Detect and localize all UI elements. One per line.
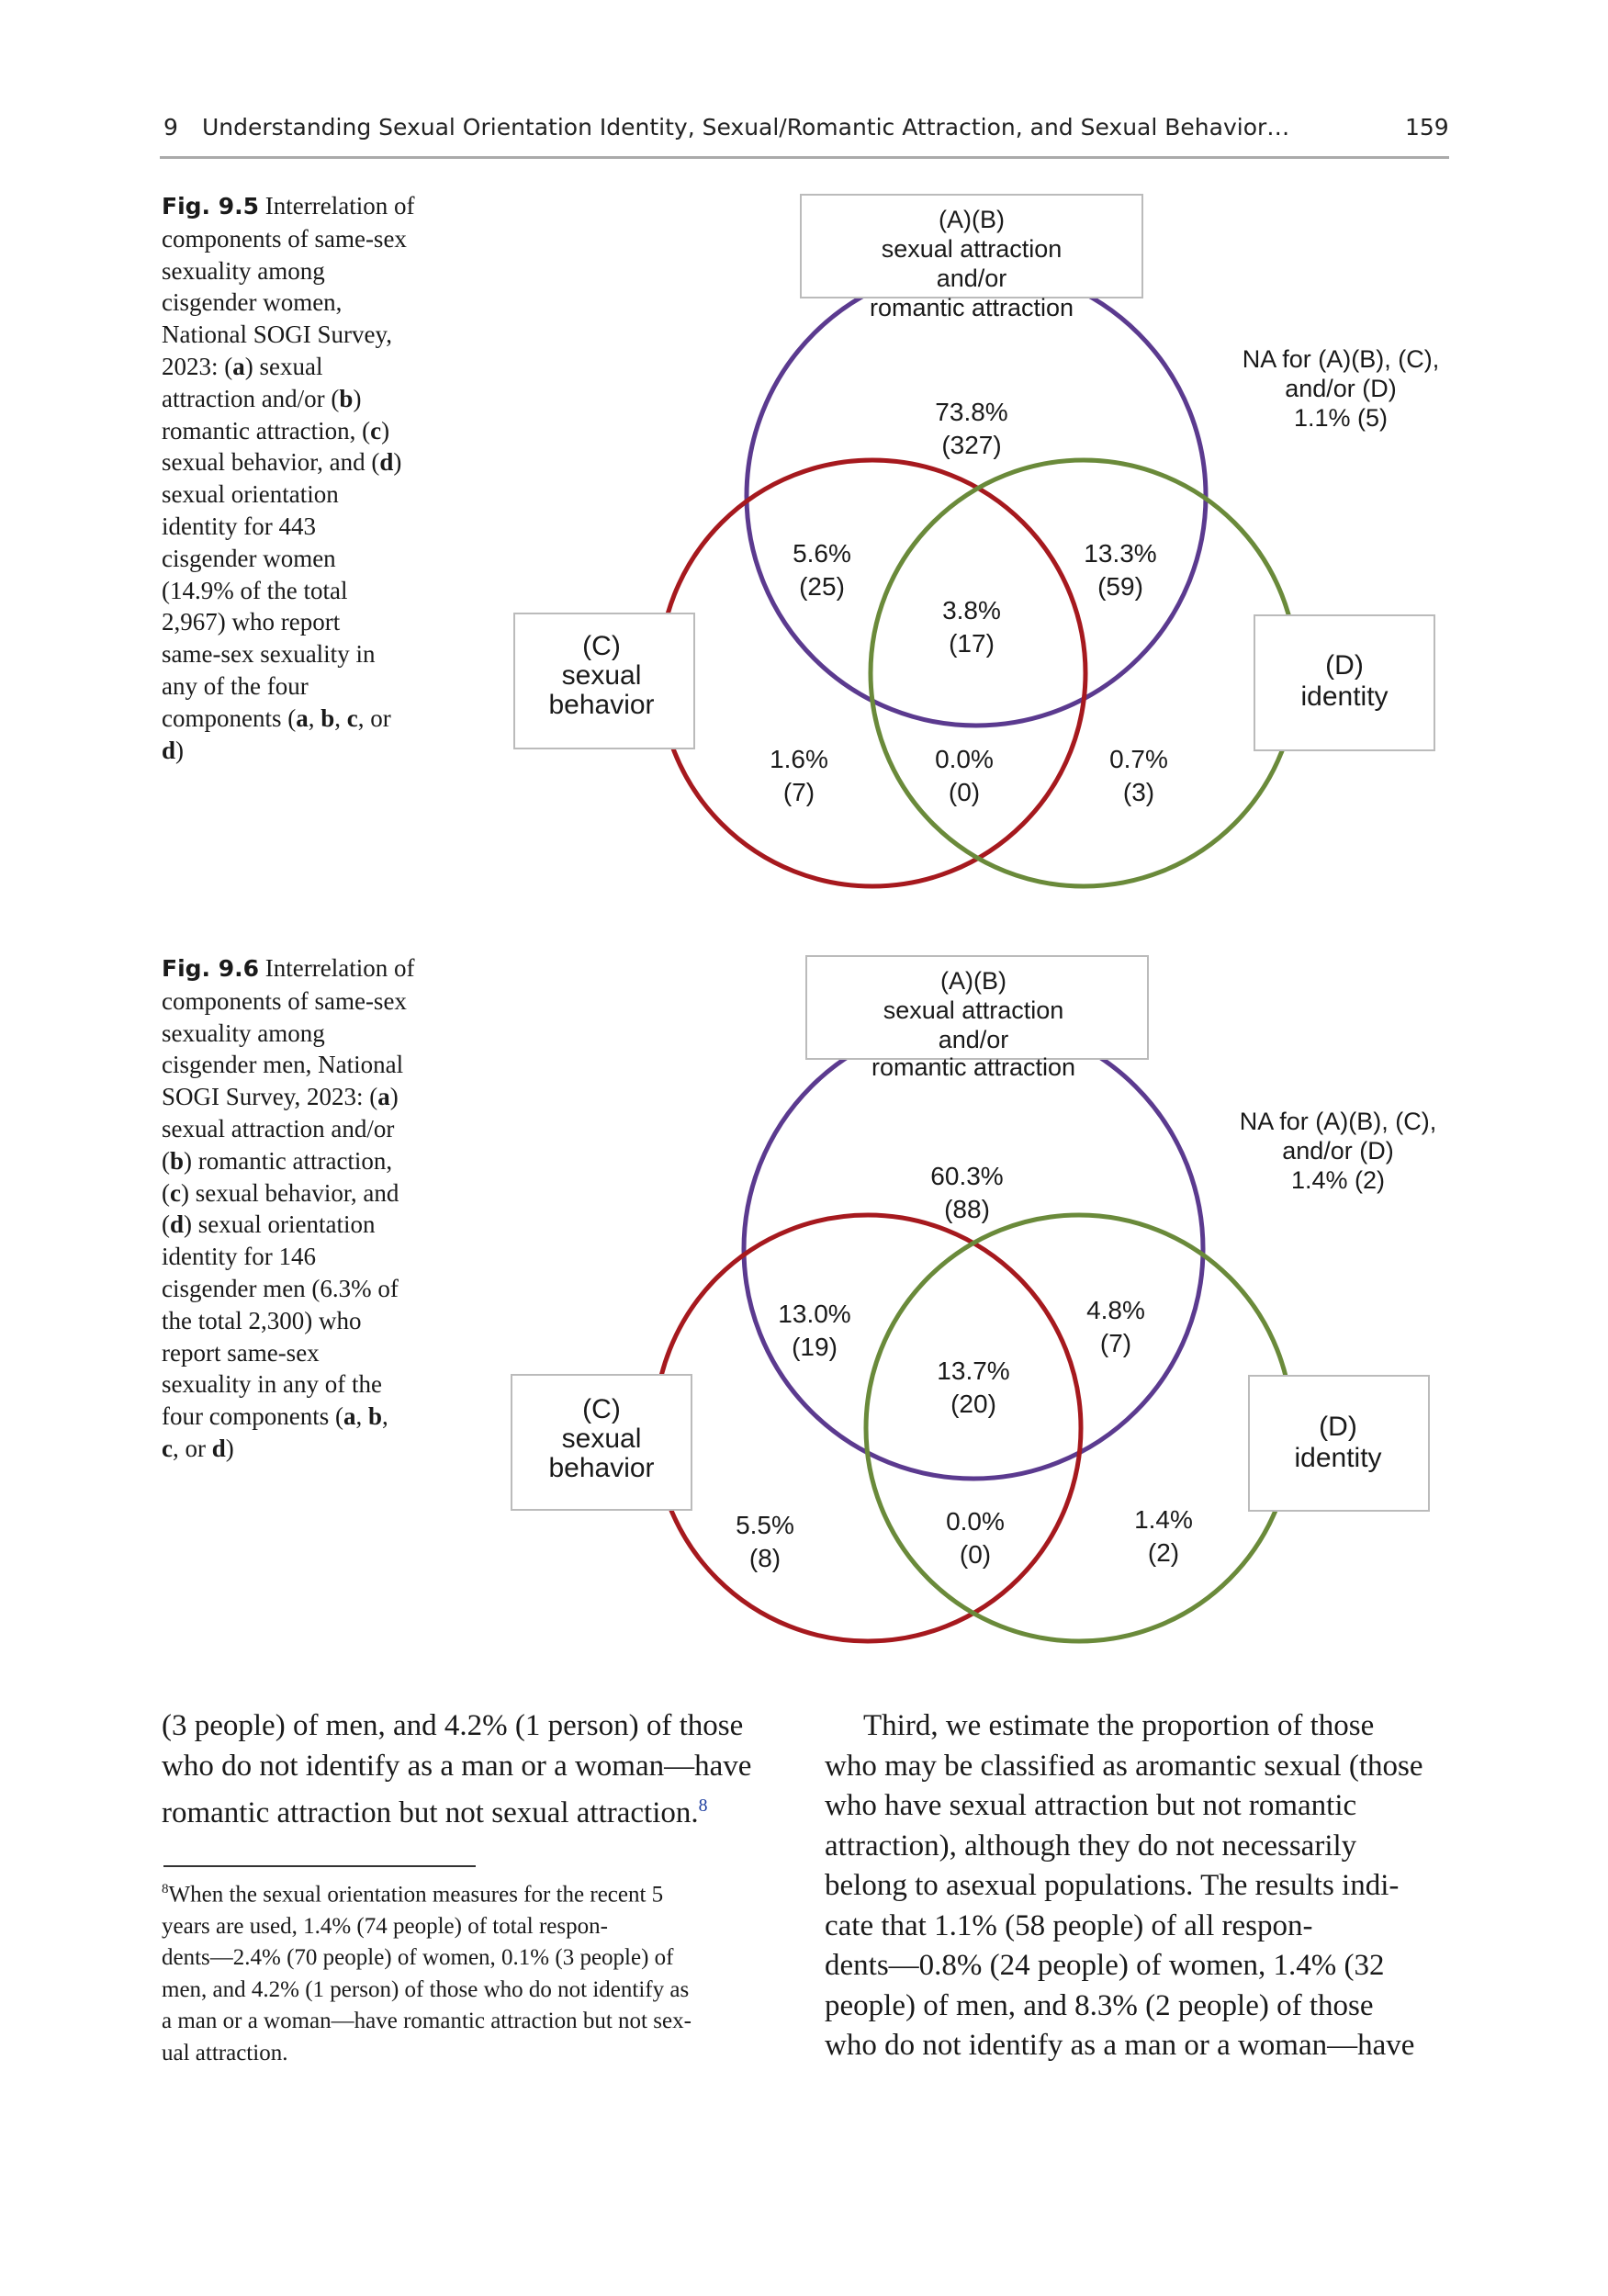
fig96-caption-line: sexual attraction and/or: [162, 1114, 395, 1142]
fig95-caption-line: same-sex sexuality in: [162, 640, 376, 669]
fig96-label: Fig. 9.6: [162, 955, 260, 982]
page-number: 159: [1405, 114, 1449, 141]
fig95-label-c-line: (C): [582, 631, 621, 661]
body-line: who do not identify as a man or a woman—have: [825, 2029, 1415, 2062]
body-line: dents—0.8% (24 people) of women, 1.4% (32: [825, 1949, 1385, 1982]
fig95-region-c-only-n: (7): [782, 778, 815, 806]
footnote-line: ual attraction.: [162, 2040, 288, 2065]
fig96-region-c-only-pct: 5.5%: [736, 1511, 794, 1539]
fig95-caption: [162, 190, 446, 766]
fig95-label-c-line: sexual: [561, 660, 642, 691]
fig95-caption-line: components (a, b, c, or: [162, 703, 391, 732]
fig96-caption-line: cisgender men (6.3% of: [162, 1274, 399, 1302]
fig95-caption-line: sexuality among: [162, 256, 325, 285]
fig95-region-d-only-n: (3): [1122, 778, 1155, 806]
body-line: who may be classified as aromantic sexual (those: [825, 1749, 1423, 1783]
body-line: cate that 1.1% (58 people) of all respon-: [825, 1908, 1313, 1942]
fig95-region-ab-c-n: (25): [799, 572, 845, 601]
fig96-caption-line: (b) romantic attraction,: [162, 1146, 393, 1175]
fig96-label-ab-line: romantic attraction: [871, 1053, 1076, 1081]
fig96-region-ab-d-pct: 4.8%: [1086, 1296, 1145, 1324]
fig96-region-c-d-n: (0): [959, 1540, 992, 1569]
fig96-label-c-line: sexual: [561, 1424, 642, 1454]
body-right-column: [825, 1706, 1449, 2066]
fig96-region-c-only-n: (8): [748, 1544, 782, 1572]
body-line: Third, we estimate the proportion of those: [863, 1709, 1375, 1742]
fig96-label-ab-line: sexual attraction: [883, 996, 1064, 1024]
fig95-caption-line: National SOGI Survey,: [162, 321, 392, 349]
fig96-caption: Fig. 9.6 Interrelation of components of same-sex sexuality among cisgender men, National SOGI Survey, 2023: (a) sexual attraction and/or (b) romantic attraction, (c) sexual behavior, and (d) sexual orientation identity for 146 cisgender men (6.3% of the total 2,300) who report same-sex sexuality in any of the four components (a, b, c, or d): [162, 952, 446, 1465]
fig95-caption-line: components of same-sex: [162, 224, 407, 253]
fig95-region-ab-only-n: (327): [941, 431, 1002, 459]
fig95-caption-line: identity for 443: [162, 512, 316, 540]
fig96-caption-line: report same-sex: [162, 1338, 320, 1367]
fig95-label-c-line: behavior: [548, 690, 655, 720]
fig96-label-d-line: identity: [1294, 1443, 1382, 1473]
body-left-column: [162, 1706, 786, 1834]
footnote-line: years are used, 1.4% (74 people) of total respon-: [162, 1913, 608, 1939]
fig96-region-ab-c-n: (19): [792, 1333, 838, 1361]
fig96-caption-line: sexuality among: [162, 1019, 325, 1047]
fig96-venn-diagram: [496, 946, 1469, 1671]
fig95-region-ab-c-pct: 5.6%: [793, 539, 851, 568]
fig95-caption-line: sexual behavior, and (d): [162, 448, 402, 477]
fig96-label-ab-line: (A)(B): [940, 967, 1006, 995]
body-line: belong to asexual populations. The results indi-: [825, 1869, 1400, 1902]
fig95-caption-line: (14.9% of the total: [162, 576, 348, 604]
fig96-region-ab-only-pct: 60.3%: [930, 1162, 1004, 1190]
fig96-caption-line: identity for 146: [162, 1243, 316, 1271]
fig95-caption-line: romantic attraction, (c): [162, 416, 390, 445]
fig96-na-label-line: NA for (A)(B), (C),: [1239, 1108, 1437, 1135]
fig95-caption-line: Interrelation of: [264, 192, 415, 219]
fig95-na-label-line: and/or (D): [1285, 375, 1397, 402]
fig95-caption-line: any of the four: [162, 671, 309, 700]
fig96-caption-line: four components (a, b,: [162, 1402, 388, 1431]
fig95-caption-line: cisgender women: [162, 544, 336, 572]
fig95-region-c-d-n: (0): [948, 778, 981, 806]
fig96-caption-line: (c) sexual behavior, and: [162, 1178, 399, 1207]
body-line: who have sexual attraction but not romantic: [825, 1789, 1357, 1822]
fig96-caption-line: components of same-sex: [162, 986, 407, 1015]
fig96-region-abcd-pct: 13.7%: [937, 1356, 1010, 1385]
footnote-line: men, and 4.2% (1 person) of those who do not identify as: [162, 1976, 690, 2002]
fig96-region-abcd-n: (20): [950, 1390, 996, 1418]
fig96-region-c-d-pct: 0.0%: [946, 1507, 1005, 1536]
fig96-caption-line: the total 2,300) who: [162, 1306, 362, 1334]
body-line: (3 people) of men, and 4.2% (1 person) of those: [162, 1709, 744, 1742]
running-head-title: Understanding Sexual Orientation Identity, Sexual/Romantic Attraction, and Sexual Behavior…: [202, 114, 1290, 141]
fig96-region-ab-c-pct: 13.0%: [778, 1300, 851, 1328]
footnote-ref[interactable]: 8: [698, 1795, 708, 1816]
fig95-caption-line: d): [162, 736, 185, 764]
fig96-caption-line: SOGI Survey, 2023: (a): [162, 1083, 399, 1111]
footnote-line: dents—2.4% (70 people) of women, 0.1% (3 people) of: [162, 1945, 674, 1971]
fig96-caption-line: sexuality in any of the: [162, 1370, 382, 1399]
fig95-caption-line: sexual orientation: [162, 480, 339, 509]
fig95-venn-diagram: [496, 184, 1469, 909]
body-line: romantic attraction but not sexual attraction.$^8$: [162, 1795, 708, 1829]
fig95-region-abcd-pct: 3.8%: [942, 596, 1001, 625]
fig95-region-ab-only-pct: 73.8%: [935, 398, 1008, 426]
chapter-number: 9: [163, 114, 178, 141]
fig95-label-ab-line: romantic attraction: [869, 294, 1074, 321]
body-line: who do not identify as a man or a woman—have: [162, 1749, 752, 1783]
header-rule: [160, 156, 1449, 159]
fig95-region-d-only-pct: 0.7%: [1109, 745, 1168, 773]
fig95-region-c-d-pct: 0.0%: [935, 745, 994, 773]
fig95-label-d-line: (D): [1325, 650, 1364, 681]
fig96-caption-line: (d) sexual orientation: [162, 1210, 376, 1239]
fig95-region-ab-d-pct: 13.3%: [1084, 539, 1157, 568]
footnote-line: $^8$When the sexual orientation measures for the recent 5: [162, 1882, 664, 1908]
fig95-caption-line: 2,967) who report: [162, 608, 341, 636]
fig96-na-label-line: and/or (D): [1282, 1137, 1394, 1165]
fig96-region-ab-only-n: (88): [944, 1195, 990, 1223]
fig96-caption-line: cisgender men, National: [162, 1051, 404, 1079]
fig95-region-ab-d-n: (59): [1097, 572, 1143, 601]
fig96-region-ab-d-n: (7): [1099, 1329, 1132, 1357]
fig95-label-ab-line: (A)(B): [939, 206, 1005, 233]
footnote-rule: [163, 1865, 476, 1867]
fig95-label: Fig. 9.5: [162, 193, 260, 219]
fig95-caption-line: 2023: (a) sexual: [162, 352, 323, 380]
fig95-label-d-line: identity: [1300, 681, 1389, 712]
fig96-caption-line: c, or d): [162, 1434, 234, 1462]
fig95-label-ab-line: sexual attraction: [881, 235, 1063, 263]
fig96-region-d-only-n: (2): [1147, 1538, 1180, 1567]
fig95-caption-line: attraction and/or (b): [162, 384, 362, 412]
fig96-label-ab-line: and/or: [938, 1026, 1009, 1053]
fig95-region-c-only-pct: 1.6%: [770, 745, 828, 773]
fig95-na-label-line: NA for (A)(B), (C),: [1242, 345, 1440, 373]
fig95-label-ab-line: and/or: [936, 264, 1007, 292]
fig95-na-label-line: 1.1% (5): [1293, 404, 1389, 432]
fig95-caption-line: cisgender women,: [162, 288, 343, 317]
body-line: attraction), although they do not necessarily: [825, 1829, 1357, 1863]
fig96-label-c-line: behavior: [548, 1453, 655, 1483]
fig96-na-label-line: 1.4% (2): [1290, 1166, 1386, 1194]
fig96-label-c-line: (C): [582, 1394, 621, 1424]
body-line: people) of men, and 8.3% (2 people) of those: [825, 1988, 1374, 2022]
fig96-label-d-line: (D): [1319, 1412, 1357, 1442]
footnote: [162, 1874, 786, 2069]
fig95-region-abcd-n: (17): [949, 629, 995, 658]
fig96-region-d-only-pct: 1.4%: [1134, 1505, 1193, 1534]
footnote-line: a man or a woman—have romantic attraction but not sex-: [162, 2009, 692, 2034]
